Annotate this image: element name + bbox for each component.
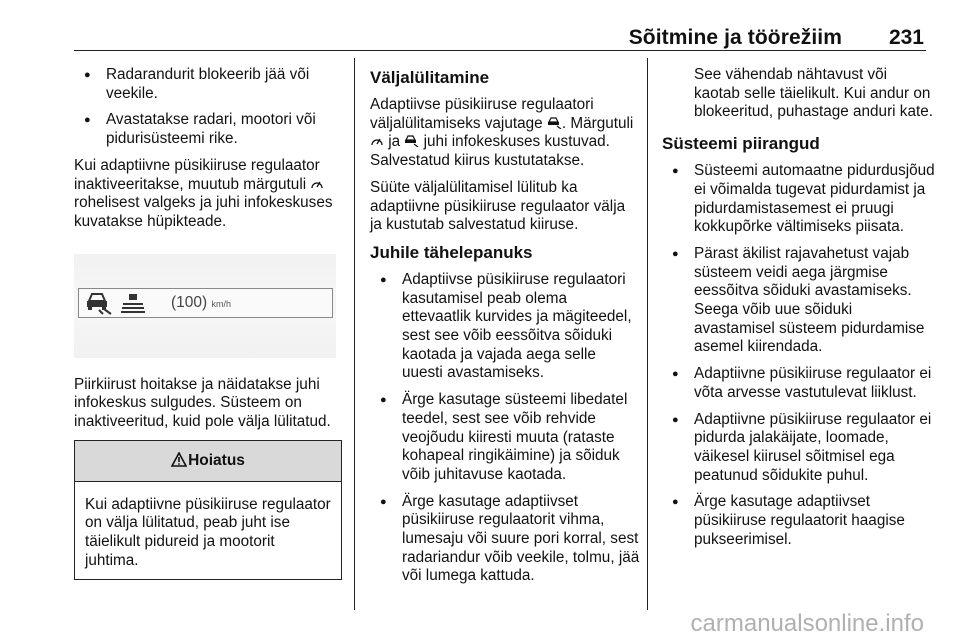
display-illustration	[74, 254, 336, 358]
paragraph: Adaptiivse püsikiiruse regulaatori väljalülitamiseks vajutage . Märgutuli ja juhi infokeskuses kustuvad. Salvestatud kiirus kustutatakse.	[370, 96, 634, 170]
warning-box	[74, 440, 342, 580]
header-rule	[74, 50, 926, 51]
bullet-list	[662, 162, 936, 549]
set-speed-readout: (100) km/h	[171, 293, 232, 311]
paragraph: Süüte väljalülitamisel lülitub ka adaptiivne püsikiiruse regulaator välja ja kustutab salvestatud kiiruse.	[370, 178, 626, 234]
list-item: ● Adaptiivne püsikiiruse regulaator ei võta arvesse vastutulevat liiklust.	[662, 365, 936, 402]
section-heading: Juhile tähelepanuks	[370, 242, 533, 262]
adaptive-cruise-car-icon	[404, 135, 419, 147]
list-item: ● Adaptiivse püsikiiruse regulaatori kasutamisel peab olema ettevaatlik kurvides ja mägiteedel, sest see võib eessõitva sõiduki kaotada ja vajada aega selle uuesti avastamiseks.	[370, 271, 640, 383]
column-divider-2	[647, 58, 648, 610]
paragraph: Piirkiirust hoitakse ja näidatakse juhi infokeskus sulgudes. Süsteem on inaktiveeritud, kuid pole välja lülitatud.	[74, 375, 331, 431]
list-item: ● Ärge kasutage adaptiivset püsikiiruse regulaatorit haagise pukseerimisel.	[662, 493, 936, 549]
distance-bars-icon	[121, 291, 145, 315]
cruise-control-icon	[370, 135, 384, 147]
section-heading: Väljalülitamine	[370, 68, 490, 87]
list-item: ● Ärge kasutage süsteemi libedatel teedel, sest see võib rehvide veojõudu kiiresti muuta (rataste kohapeal ringikäimine) ja sõiduk võib juhitavuse kaotada.	[370, 391, 640, 485]
adaptive-cruise-car-icon	[85, 291, 113, 315]
adaptive-cruise-car-icon	[547, 117, 562, 129]
column-3	[662, 66, 936, 557]
list-item: ● Avastatakse radari, mootori või pidurisüsteemi rike.	[74, 111, 342, 148]
list-item: ● Süsteemi automaatne pidurdusjõud ei võimalda tugevat pidurdamist ja pidurdamistasemest ei pruugi kokkupõrke vältimiseks piisata.	[662, 162, 936, 237]
page-header-title: Sõitmine ja töörežiim	[628, 26, 842, 49]
list-item: ● Ärge kasutage adaptiivset püsikiiruse regulaatorit vihma, lumesaju või suure pori korral, sest radariandur võib veekile, tolmu, jää või lumega kattuda.	[370, 493, 640, 587]
list-item: ● Adaptiivne püsikiiruse regulaator ei pidurda jalakäijate, loomade, väikesel kiirusel sõitmisel ega peatunud sõidukite puhul.	[662, 411, 936, 486]
warning-triangle-icon	[171, 452, 187, 467]
cruise-control-icon	[310, 178, 324, 190]
watermark: carmanualsonline.info	[690, 610, 924, 637]
display-bar	[78, 288, 333, 318]
bullet-list	[370, 271, 640, 586]
warning-body: Kui adaptiivne püsikiiruse regulaator on välja lülitatud, peab juht ise täielikult pidureid ja mootorit juhtima.	[85, 495, 331, 569]
section-heading: Süsteemi piirangud	[662, 134, 820, 154]
column-2	[370, 66, 640, 594]
warning-header: Hoiatus	[75, 441, 341, 482]
list-item: ● Pärast äkilist rajavahetust vajab süsteem veidi aega järgmise eessõitva sõiduki avastamiseks. Seega võib uue sõiduki avastamisel süsteem pidurdamise asemel kiirendada.	[662, 245, 936, 357]
column-1	[74, 66, 342, 580]
paragraph: Kui adaptiivne püsikiiruse regulaator inaktiveeritakse, muutub märgutuli rohelisest valgeks ja juhi infokeskuses kuvatakse hüpikteade.	[74, 156, 333, 230]
page-number: 231	[888, 26, 924, 49]
list-item: ● Radarandurit blokeerib jää või veekile.	[74, 66, 342, 103]
paragraph: See vähendab nähtavust või kaotab selle täielikult. Kui andur on blokeeritud, puhastage anduri kate.	[694, 66, 933, 121]
column-divider-1	[354, 58, 355, 610]
bullet-list	[74, 66, 342, 149]
